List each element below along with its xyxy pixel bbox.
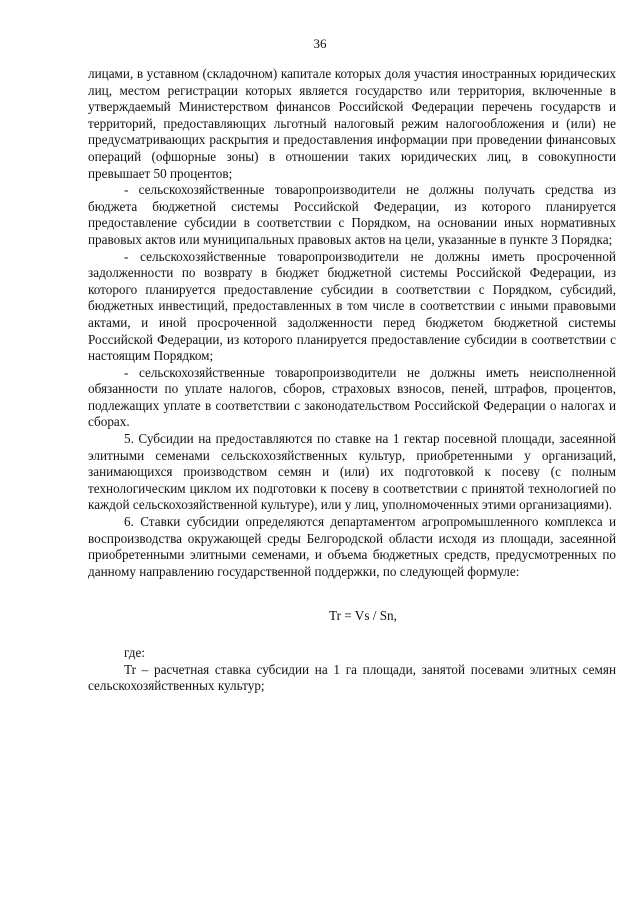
paragraph-item-5: 5. Субсидии на предоставляются по ставке на 1 гектар посевной площади, засеянной элитными семенами сельскохозяйственных культур, приобретенными у организаций, занимающихся производством семян и (или) их подготовкой к посеву (с полным технологическим циклом их подготовки к посеву в соответствии с принятой технологией по каждой сельскохозяйственной культуре), или у лиц, уполномоченных этими организациями). xyxy=(88,431,616,513)
paragraph-continuation: лицами, в уставном (складочном) капитале которых доля участия иностранных юридических лиц, местом регистрации которых является государство или территория, включенные в утверждаемый Министерством финансов Российской Федерации перечень государств и территорий, предоставляющих льготный налоговый режим налогообложения и (или) не предусматривающих раскрытия и предоставления информации при проведении финансовых операций (офшорные зоны) в отношении таких юридических лиц, в совокупности превышает 50 процентов; xyxy=(88,66,616,181)
list-item-no-budget-funds: - сельскохозяйственные товаропроизводители не должны получать средства из бюджета бюджетной системы Российской Федерации, из которого планируется предоставление субсидии в соответствии с Порядком, на основании иных нормативных правовых актов или муниципальных правовых актов на цели, указанные в пункте 3 Порядка; xyxy=(88,182,616,247)
list-item-no-tax-obligations: - сельскохозяйственные товаропроизводители не должны иметь неисполненной обязанности по уплате налогов, сборов, страховых взносов, пеней, штрафов, процентов, подлежащих уплате в соответствии с законодательством Российской Федерации о налогах и сборах. xyxy=(88,364,616,430)
rate-formula: Tr = Vs / Sn, xyxy=(329,608,397,624)
formula-definition-tr: Tr – расчетная ставка субсидии на 1 га площади, занятой посевами элитных семян сельскохозяйственных культур; xyxy=(88,661,616,694)
document-body xyxy=(88,66,616,695)
page-number: 36 xyxy=(313,36,327,51)
list-item-no-overdue-debt: - сельскохозяйственные товаропроизводители не должны иметь просроченной задолженности по возврату в бюджет бюджетной системы Российской Федерации, из которого планируется предоставление субсидии в соответствии с Порядком, субсидий, бюджетных инвестиций, предоставленных в том числе в соответствии с иными правовыми актами, и иной просроченной задолженности перед бюджетом бюджетной системы Российской Федерации, из которого планируется предоставление субсидии в соответствии с настоящим Порядком; xyxy=(88,248,616,364)
where-label: где: xyxy=(124,645,145,660)
paragraph-item-6: 6. Ставки субсидии определяются департаментом агропромышленного комплекса и воспроизводства окружающей среды Белгородской области исходя из площади, засеянной приобретенными элитными семенами, и объема бюджетных средств, предусмотренных по данному направлению государственной поддержки, по следующей формуле: xyxy=(88,514,616,579)
